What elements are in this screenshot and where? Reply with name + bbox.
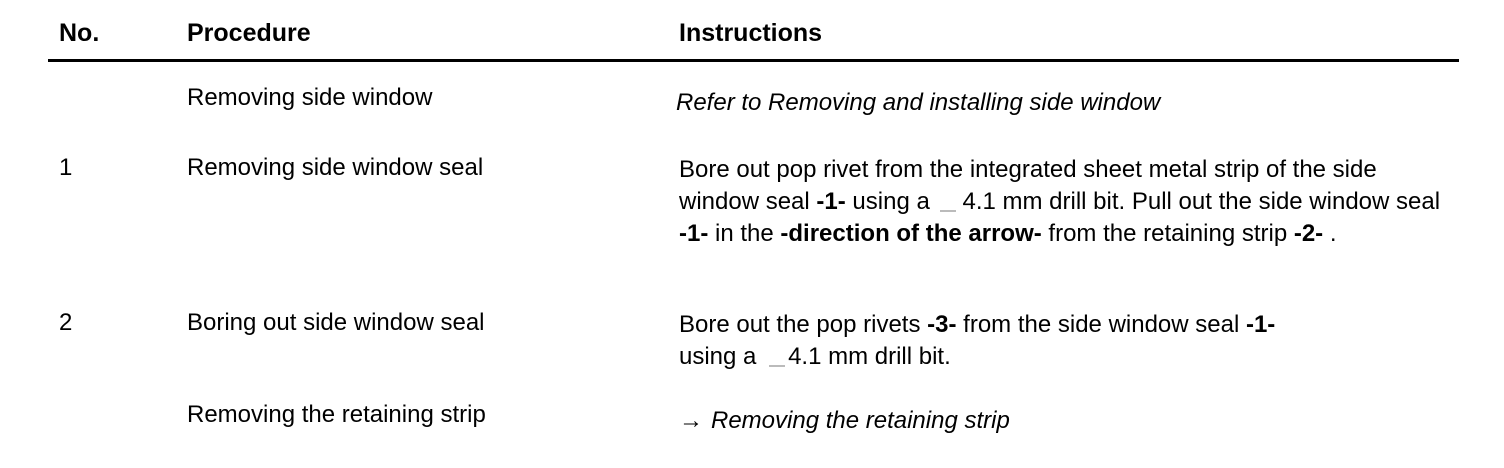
- part-ref: -1-: [816, 188, 846, 215]
- part-ref: -3-: [927, 311, 957, 338]
- header-no: No.: [59, 19, 100, 47]
- instructions-cell: [679, 309, 1459, 373]
- procedure-cell: Removing side window seal: [187, 154, 484, 181]
- diameter-symbol-icon: [940, 190, 956, 212]
- instruction-text: from the side window seal: [956, 311, 1246, 338]
- instructions-link[interactable]: [679, 405, 1459, 437]
- part-ref: -1-: [1245, 311, 1276, 338]
- instruction-text: 4.1 mm drill bit. Pull out the side window seal: [962, 188, 1441, 215]
- instruction-text: using a: [845, 188, 937, 215]
- instructions-cell: [679, 154, 1459, 250]
- header-procedure: Procedure: [187, 19, 311, 47]
- part-ref: -1-: [679, 220, 709, 247]
- instruction-text: in the: [708, 220, 781, 247]
- instruction-text: .: [1323, 220, 1337, 247]
- diameter-symbol-icon: [769, 345, 785, 367]
- part-ref: -2-: [1293, 220, 1324, 247]
- instruction-text: Bore out pop rivet from the integrated sheet metal strip of the side window seal: [679, 156, 1377, 215]
- row-number: 2: [59, 309, 73, 336]
- direction-ref: -direction of the arrow-: [780, 220, 1042, 247]
- header-instructions: Instructions: [679, 19, 823, 47]
- procedure-cell: Removing side window: [187, 84, 433, 111]
- table-header: [0, 19, 1504, 51]
- instruction-text: 4.1 mm drill bit.: [788, 343, 951, 370]
- instruction-text: using a: [679, 343, 764, 370]
- instruction-text: Bore out the pop rivets: [679, 311, 928, 338]
- procedure-cell: Removing the retaining strip: [187, 401, 486, 428]
- row-number: 1: [59, 154, 73, 181]
- header-rule: [48, 59, 1459, 62]
- procedure-cell: Boring out side window seal: [187, 309, 485, 336]
- arrow-right-icon: →: [679, 407, 703, 434]
- link-text: Removing the retaining strip: [711, 407, 1010, 434]
- instruction-text: from the retaining strip: [1041, 220, 1294, 247]
- instructions-link[interactable]: Refer to Removing and installing side window: [676, 89, 1161, 116]
